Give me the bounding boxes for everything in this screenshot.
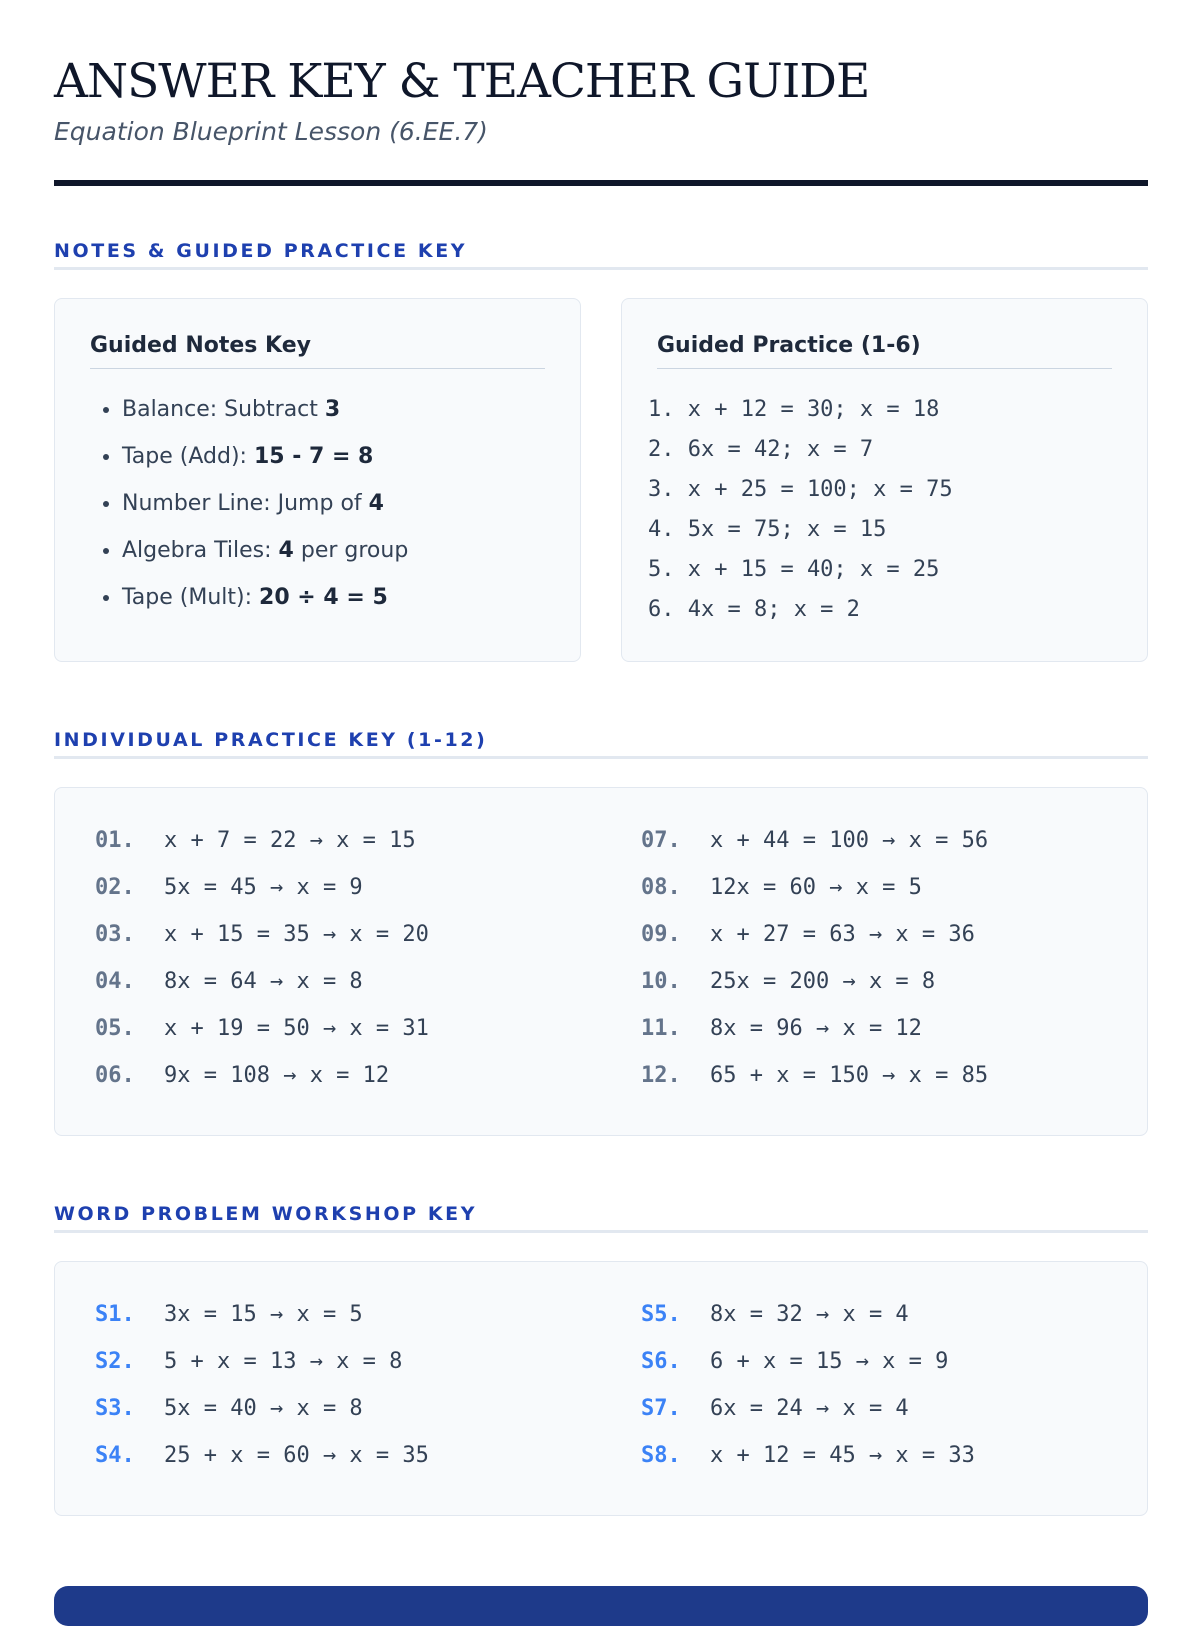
list-item <box>122 491 408 538</box>
guided-notes-card <box>54 298 581 662</box>
note-label: Tape (Add): <box>122 444 254 469</box>
list-item <box>641 922 988 969</box>
guided-practice-list <box>648 397 953 637</box>
item-equation: 5x = 45 → x = 9 <box>164 875 363 900</box>
list-item <box>122 444 408 491</box>
individual-practice-col-right <box>641 828 988 1110</box>
item-equation: 5 + x = 13 → x = 8 <box>164 1349 403 1374</box>
item-number: 05. <box>95 1016 135 1041</box>
item-number: S6. <box>641 1349 681 1374</box>
list-item <box>641 1396 975 1443</box>
note-answer: 4 <box>368 491 384 516</box>
list-item <box>641 875 988 922</box>
list-item: 5. x + 15 = 40; x = 25 <box>648 557 940 582</box>
section-title-notes: NOTES & GUIDED PRACTICE KEY <box>54 240 1148 270</box>
item-equation: x + 44 = 100 → x = 56 <box>710 828 989 853</box>
word-problem-col-right <box>641 1302 975 1490</box>
item-equation: x + 12 = 45 → x = 33 <box>710 1443 975 1468</box>
list-item <box>122 538 408 585</box>
list-item <box>641 1302 975 1349</box>
item-equation: 8x = 64 → x = 8 <box>164 969 363 994</box>
list-item: 6. 4x = 8; x = 2 <box>648 597 860 622</box>
list-item <box>95 1443 429 1490</box>
item-equation: 5x = 40 → x = 8 <box>164 1396 363 1421</box>
guided-notes-heading: Guided Notes Key <box>90 333 545 369</box>
list-item <box>95 1016 429 1063</box>
note-answer: 3 <box>324 397 341 422</box>
individual-practice-col-left <box>95 828 429 1110</box>
note-answer: 20 ÷ 4 = 5 <box>259 585 388 610</box>
list-item <box>95 875 429 922</box>
note-label: Number Line: Jump of <box>122 491 369 516</box>
list-item <box>95 969 429 1016</box>
guided-practice-card <box>621 298 1148 662</box>
item-number: 01. <box>95 828 135 853</box>
item-equation: x + 7 = 22 → x = 15 <box>164 828 416 853</box>
note-suffix: per group <box>293 538 409 563</box>
item-equation: 12x = 60 → x = 5 <box>710 875 922 900</box>
item-number: 02. <box>95 875 135 900</box>
list-item <box>95 1396 429 1443</box>
note-label: Algebra Tiles: <box>122 538 279 563</box>
item-number: S1. <box>95 1302 135 1327</box>
list-item <box>122 585 408 632</box>
item-equation: 25 + x = 60 → x = 35 <box>164 1443 429 1468</box>
word-problem-card <box>54 1261 1148 1516</box>
item-equation: x + 15 = 35 → x = 20 <box>164 922 429 947</box>
item-number: S7. <box>641 1396 681 1421</box>
guided-notes-list <box>90 397 408 632</box>
item-number: S2. <box>95 1349 135 1374</box>
item-equation: x + 19 = 50 → x = 31 <box>164 1016 429 1041</box>
page-title: ANSWER KEY & TEACHER GUIDE <box>54 54 870 109</box>
item-number: 03. <box>95 922 135 947</box>
item-number: 12. <box>641 1063 681 1088</box>
list-item <box>122 397 408 444</box>
header-divider <box>54 180 1148 186</box>
list-item <box>95 922 429 969</box>
item-number: 09. <box>641 922 681 947</box>
item-equation: 9x = 108 → x = 12 <box>164 1063 390 1088</box>
note-label: Tape (Mult): <box>122 585 260 610</box>
item-number: 04. <box>95 969 135 994</box>
list-item: 4. 5x = 75; x = 15 <box>648 517 887 542</box>
item-number: S5. <box>641 1302 681 1327</box>
item-equation: 25x = 200 → x = 8 <box>710 969 936 994</box>
item-number: 06. <box>95 1063 135 1088</box>
item-equation: 8x = 96 → x = 12 <box>710 1016 922 1041</box>
item-number: S8. <box>641 1443 681 1468</box>
item-number: 10. <box>641 969 681 994</box>
note-answer: 15 - 7 = 8 <box>253 444 374 469</box>
item-number: 11. <box>641 1016 681 1041</box>
list-item <box>95 1349 429 1396</box>
item-equation: 6 + x = 15 → x = 9 <box>710 1349 949 1374</box>
footer-banner <box>54 1586 1148 1626</box>
list-item <box>641 969 988 1016</box>
list-item <box>641 1063 988 1110</box>
item-number: 08. <box>641 875 681 900</box>
item-equation: 8x = 32 → x = 4 <box>710 1302 909 1327</box>
note-label: Balance: Subtract <box>122 397 325 422</box>
item-equation: 3x = 15 → x = 5 <box>164 1302 363 1327</box>
individual-practice-card <box>54 787 1148 1136</box>
item-equation: x + 27 = 63 → x = 36 <box>710 922 975 947</box>
list-item <box>641 1443 975 1490</box>
item-equation: 65 + x = 150 → x = 85 <box>710 1063 989 1088</box>
list-item: 3. x + 25 = 100; x = 75 <box>648 477 953 502</box>
page-subtitle: Equation Blueprint Lesson (6.EE.7) <box>54 117 488 146</box>
guided-practice-heading: Guided Practice (1-6) <box>657 333 1112 369</box>
word-problem-col-left <box>95 1302 429 1490</box>
item-number: S3. <box>95 1396 135 1421</box>
item-number: 07. <box>641 828 681 853</box>
list-item <box>641 1016 988 1063</box>
list-item <box>95 1302 429 1349</box>
item-equation: 6x = 24 → x = 4 <box>710 1396 909 1421</box>
list-item <box>641 1349 975 1396</box>
item-number: S4. <box>95 1443 135 1468</box>
list-item <box>641 828 988 875</box>
list-item <box>95 828 429 875</box>
list-item: 1. x + 12 = 30; x = 18 <box>648 397 940 422</box>
note-answer: 4 <box>278 538 294 563</box>
list-item: 2. 6x = 42; x = 7 <box>648 437 874 462</box>
section-title-individual: INDIVIDUAL PRACTICE KEY (1-12) <box>54 729 1148 759</box>
section-title-word-problems: WORD PROBLEM WORKSHOP KEY <box>54 1203 1148 1233</box>
list-item <box>95 1063 429 1110</box>
